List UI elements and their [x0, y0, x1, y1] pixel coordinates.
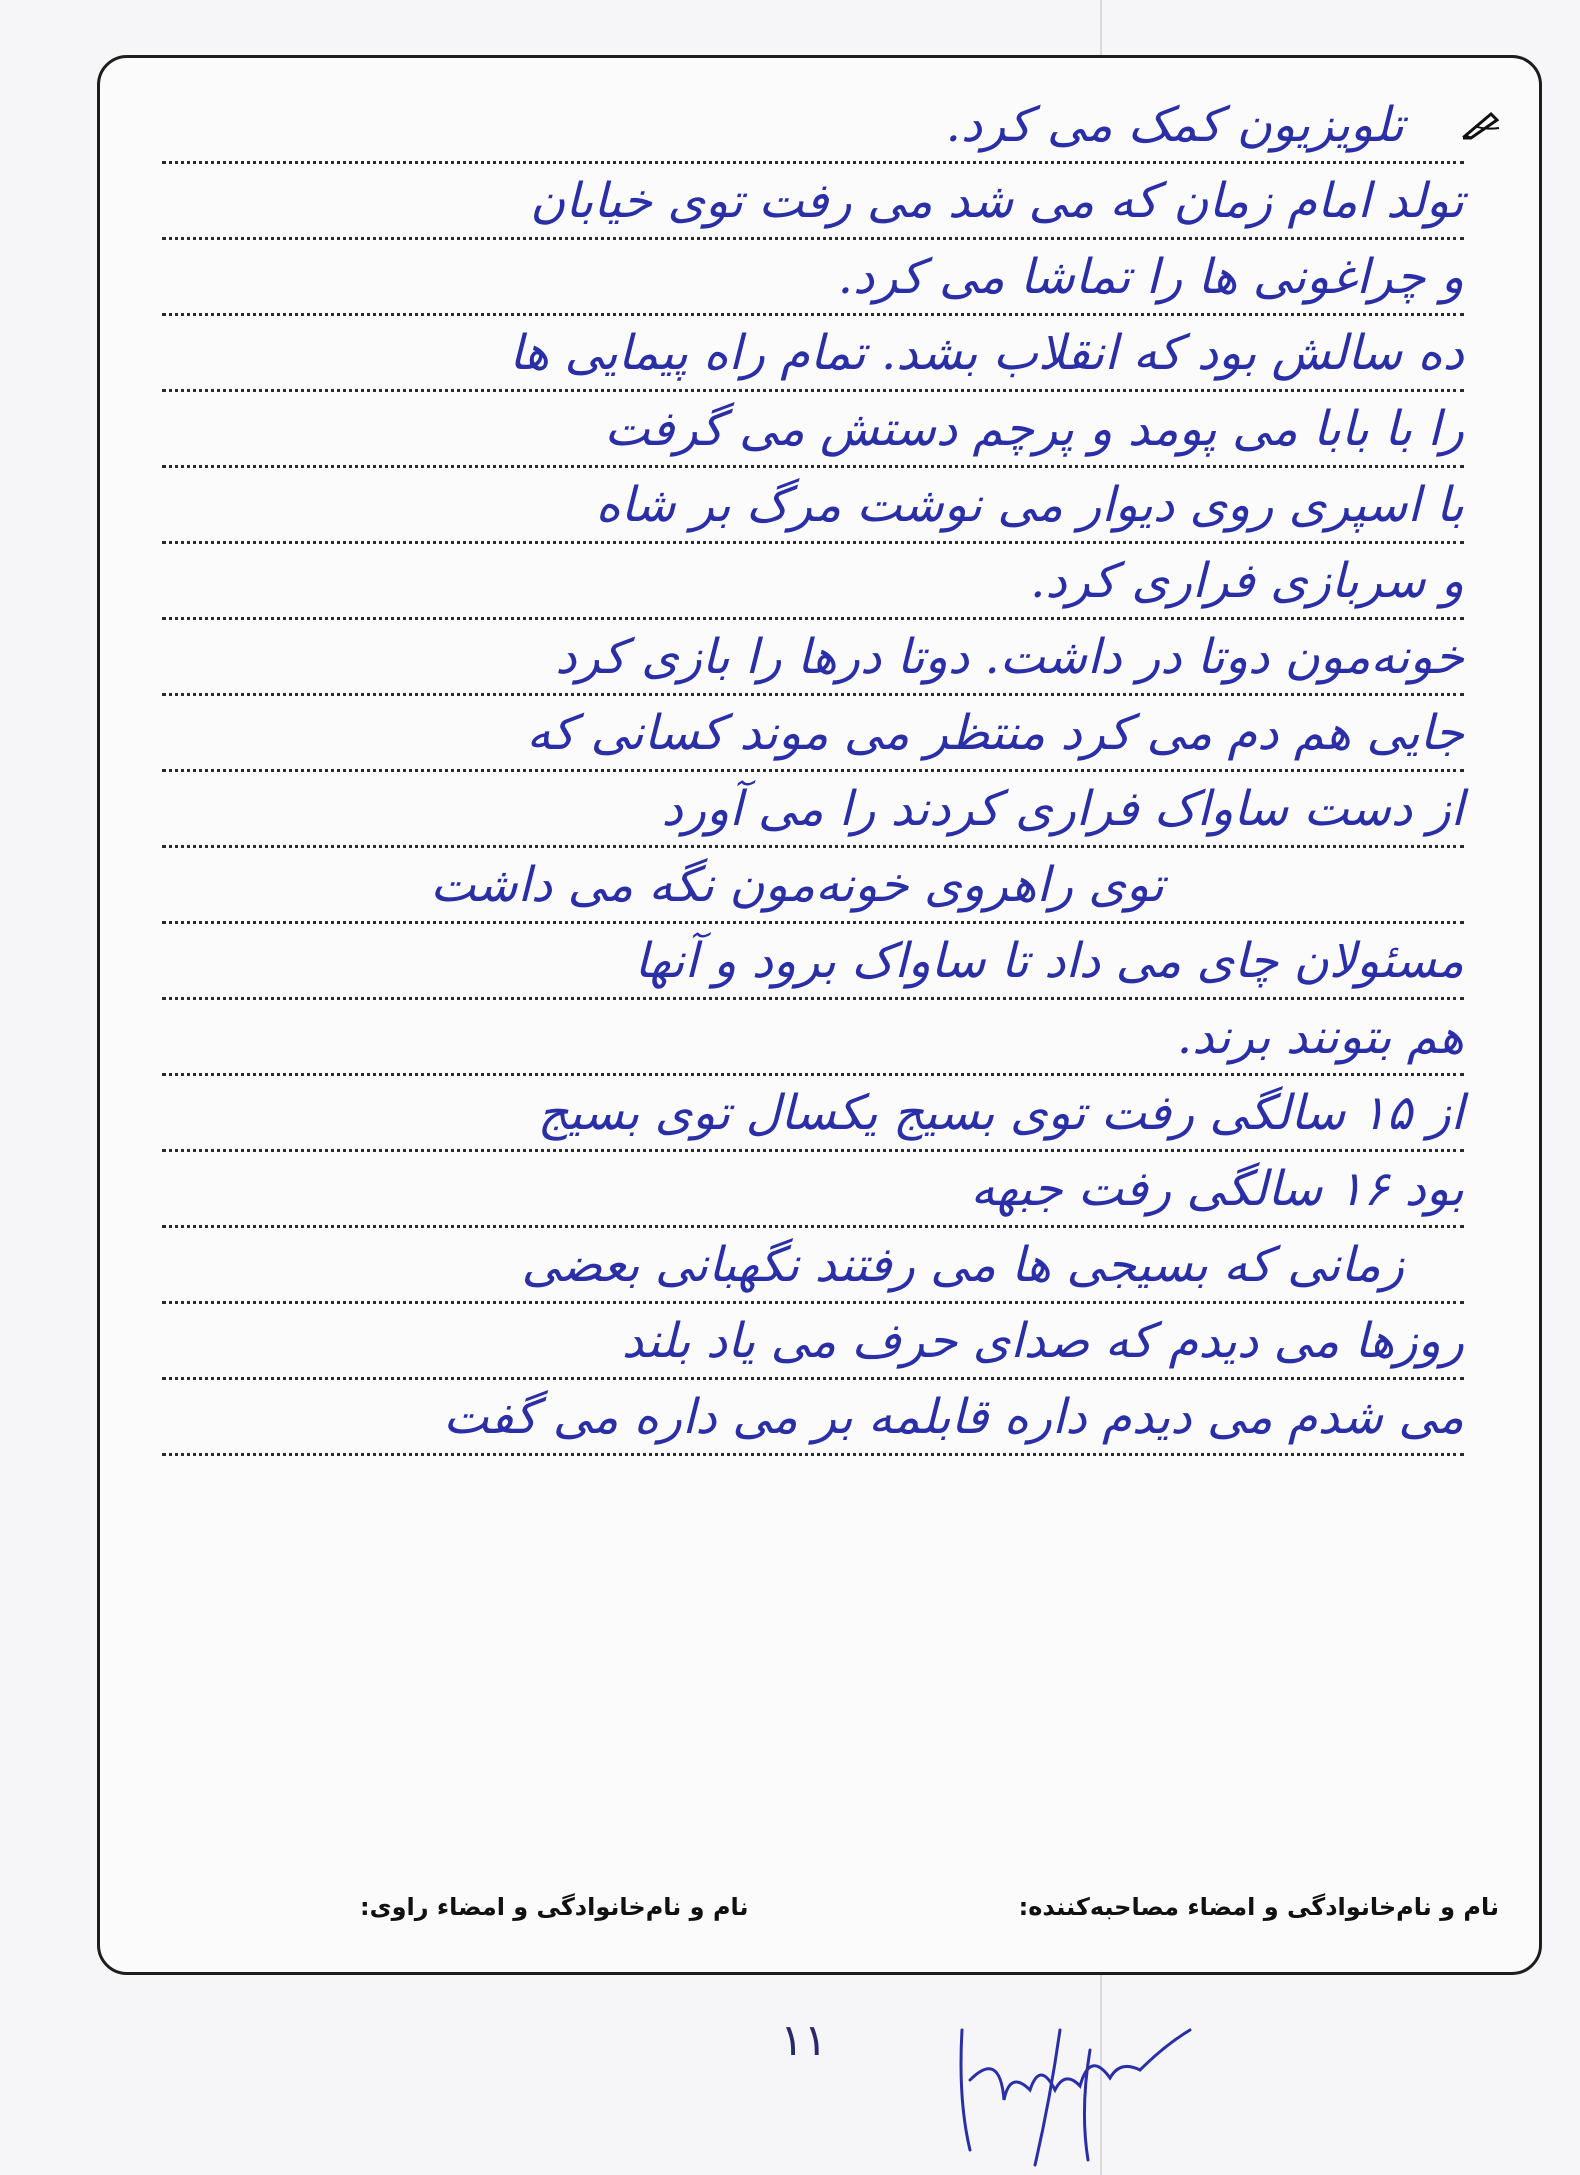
handwritten-text: و چراغونی ها را تماشا می کرد.	[837, 249, 1464, 305]
handwritten-text: با اسپری روی دیوار می نوشت مرگ بر شاه	[595, 477, 1464, 533]
handwritten-text: تلویزیون کمک می کرد.	[945, 97, 1404, 153]
interview-form	[97, 55, 1542, 1975]
handwritten-text: جایی هم دم می کرد منتظر می موند کسانی که	[526, 705, 1464, 761]
handwritten-text: از ۱۵ سالگی رفت توی بسیج یکسال توی بسیج	[537, 1085, 1464, 1141]
handwritten-text: می شدم می دیدم داره قابلمه بر می داره می گفت	[443, 1389, 1464, 1445]
writing-line	[162, 1365, 1464, 1456]
handwritten-text: و سربازی فراری کرد.	[1030, 553, 1464, 609]
page-number: ۱۱	[780, 2015, 828, 2066]
handwritten-text: بود ۱۶ سالگی رفت جبهه	[970, 1161, 1464, 1217]
handwritten-text: هم بتونند برند.	[1176, 1009, 1464, 1065]
handwritten-text: خونه‌مون دوتا در داشت. دوتا درها را بازی کرد	[555, 629, 1464, 685]
handwritten-text: تولد امام زمان که می شد می رفت توی خیابان	[530, 173, 1464, 229]
signature-footer	[140, 1893, 1499, 1929]
handwritten-signature	[940, 1990, 1200, 2170]
handwritten-text: ده سالش بود که انقلاب بشد. تمام راه پیمایی ها	[509, 325, 1464, 381]
handwritten-text: زمانی که بسیجی ها می رفتند نگهبانی بعضی	[521, 1237, 1404, 1293]
handwritten-text: روزها می دیدم که صدای حرف می یاد بلند	[621, 1313, 1464, 1369]
handwritten-text: توی راهروی خونه‌مون نگه می داشت	[430, 857, 1164, 913]
interviewer-signature-label: نام و نام‌خانوادگی و امضاء مصاحبه‌کننده:	[1018, 1893, 1499, 1921]
narrator-signature-label: نام و نام‌خانوادگی و امضاء راوی:	[360, 1893, 749, 1921]
handwritten-text: از دست ساواک فراری کردند را می آورد	[661, 781, 1464, 837]
pen-writing-icon	[1461, 108, 1503, 140]
handwritten-text: را با بابا می پومد و پرچم دستش می گرفت	[604, 401, 1464, 457]
handwritten-text: مسئولان چای می داد تا ساواک برود و آنها	[634, 933, 1464, 989]
